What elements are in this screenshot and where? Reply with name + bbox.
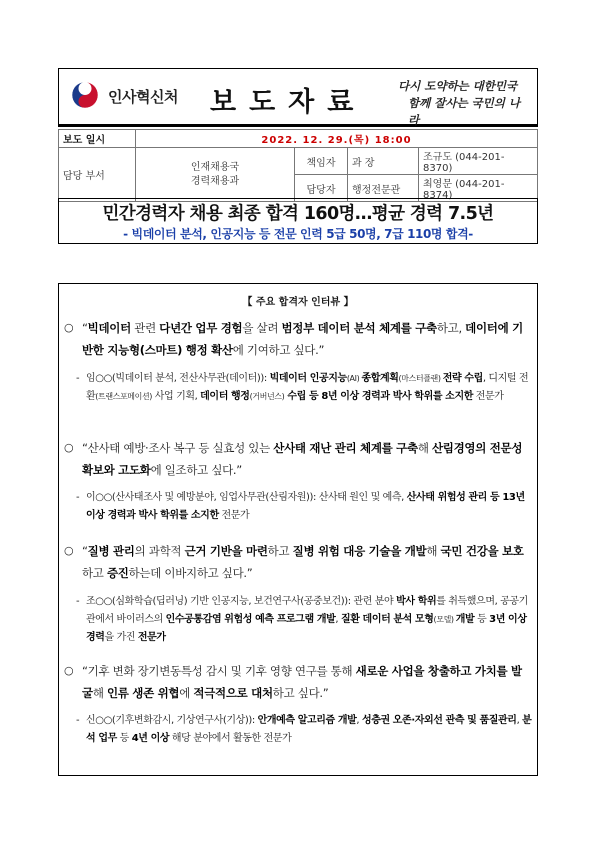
text-run: 4년 이상 xyxy=(131,733,170,744)
text-run: “기후 변화 장기변동특성 감시 및 기후 영향 연구를 통해 xyxy=(82,664,356,678)
profile-text xyxy=(76,593,532,647)
bullet-icon: ○ xyxy=(64,544,74,557)
text-run: 관련 xyxy=(130,321,160,335)
dept-line-2: 경력채용과 xyxy=(190,175,240,187)
text-run: 하고 xyxy=(267,544,293,558)
text-run: 에 일조하고 싶다.” xyxy=(150,463,242,477)
text-run: , xyxy=(516,715,523,726)
text-run: 산사태 재난 관리 체계를 구축 xyxy=(273,441,418,455)
text-run: 해 xyxy=(426,544,441,558)
interviewee-profile: - 임○○(빅데이터 분석, 전산사무관(데이터)): 빅데이터 인공지능(AI) 종합계획(마스터플랜) 전략 수립, 디지털 전환(트랜스포메이션) 사업 기획, 데이터 행정(거버넌스) 수립 등 8년 이상 경력과 박사 학위를 소지한 전문가 xyxy=(76,370,532,406)
text-run: 종합계획 xyxy=(361,373,399,384)
text-run: (마스터플랜) xyxy=(398,374,443,383)
text-run: 인수공통감염 위험성 예측 프로그램 개발 xyxy=(165,614,336,625)
dept-label: 담당 부서 xyxy=(59,148,136,202)
release-label: 보도 일시 xyxy=(59,130,136,148)
text-run: 사업 기획, xyxy=(152,391,201,402)
text-run: 질병 위험 대응 기술을 개발 xyxy=(292,544,427,558)
contact-title: 행정전문관 xyxy=(348,175,419,202)
quote-text xyxy=(64,540,532,584)
doc-title: 보도자료 xyxy=(210,87,367,118)
bullet-icon: ○ xyxy=(64,321,74,334)
text-run: “산사태 예방·조사 복구 등 실효성 있는 xyxy=(82,441,274,455)
profile-text xyxy=(76,370,532,406)
quote-text xyxy=(64,437,532,481)
headline: 민간경력자 채용 최종 합격 160명…평균 경력 7.5년 xyxy=(102,204,494,224)
text-run: 국민 건강을 보호 xyxy=(440,544,524,558)
text-run: 전문가 xyxy=(472,391,504,402)
quote-text xyxy=(64,317,532,361)
text-run: 을 가진 xyxy=(104,632,138,643)
dept-name xyxy=(136,148,295,202)
text-run: (AI) xyxy=(346,374,362,383)
text-run: , xyxy=(335,614,341,625)
interviewee-profile: - 조○○(심화학습(딥러닝) 기반 인공지능, 보건연구사(공중보건)): 관련 분야 박사 학위를 취득했으며, 공공기관에서 바이러스의 인수공통감염 위험성 예측 프로그램 개발, 질환 데이터 분석 모형(모델) 개발 등 3년 이상 경력을 가진 전문가 xyxy=(76,593,532,647)
profile-text xyxy=(76,489,532,525)
text-run: 을 살려 xyxy=(242,321,282,335)
text-run: 해당 분야에서 활동한 전문가 xyxy=(169,733,292,744)
interviewee-profile: - 신○○(기후변화감시, 기상연구사(기상)): 안개예측 알고리즘 개발, 성층권 오존·자외선 관측 및 품질관리, 분석 업무 등 4년 이상 해당 분야에서 활동한 전문가 xyxy=(76,712,532,748)
text-run: 산사태 위험성 관리 등 13년 이상 경력과 박사 학위를 소지한 xyxy=(86,492,525,521)
section-title: 【 주요 합격자 인터뷰 】 xyxy=(242,297,354,308)
text-run: 해 xyxy=(417,441,432,455)
interview-quote xyxy=(64,317,532,361)
text-run: 하고, xyxy=(436,321,466,335)
text-run: 증진 xyxy=(106,566,129,580)
text-run: 3년 이상 경력 xyxy=(86,614,527,643)
text-run: 전문가 xyxy=(137,632,166,643)
interview-quote xyxy=(64,540,532,584)
text-run: 안개예측 알고리즘 개발 xyxy=(257,715,357,726)
text-run: 등 xyxy=(474,614,490,625)
bullet-icon: ○ xyxy=(64,664,74,677)
org-name: 인사혁신처 xyxy=(108,88,178,106)
text-run: 적극적으로 대처 xyxy=(193,686,273,700)
contact-role: 담당자 xyxy=(295,175,348,202)
slogan-line-1: 다시 도약하는 대한민국 xyxy=(398,79,518,93)
text-run: 에 xyxy=(179,686,194,700)
text-run: 신○○(기후변화감시, 기상연구사(기상)): xyxy=(86,715,258,726)
release-date: 2022. 12. 29.(목) 18:00 xyxy=(136,130,538,148)
text-run: 에 기여하고 싶다.” xyxy=(232,343,325,357)
text-run: 의 과학적 xyxy=(134,544,185,558)
text-run: 다년간 업무 경험 xyxy=(159,321,243,335)
text-run: 범정부 데이터 분석 체계를 구축 xyxy=(281,321,437,335)
text-run: 데이터 행정 xyxy=(200,391,250,402)
text-run: 빅데이터 인공지능 xyxy=(269,373,347,384)
subheadline: - 빅데이터 분석, 인공지능 등 전문 인력 5급 50명, 7급 110명 합격- xyxy=(123,227,473,241)
text-run: “ xyxy=(82,321,88,335)
text-run: 전문가 xyxy=(218,510,250,521)
bullet-icon: ○ xyxy=(64,441,74,454)
interviewee-profile: - 이○○(산사태조사 및 예방분야, 임업사무관(산림자원)): 산사태 원인 및 예측, 산사태 위험성 관리 등 13년 이상 경력과 박사 학위를 소지한 전문가 xyxy=(76,489,532,525)
taegeuk-logo-icon xyxy=(70,80,100,110)
text-run: 분석 업무 xyxy=(86,715,532,744)
text-run: 새로운 사업을 창출하고 가치를 발굴 xyxy=(82,664,522,700)
text-run: “ xyxy=(82,544,88,558)
text-run: 임○○(빅데이터 분석, 전산사무관(데이터)): xyxy=(86,373,270,384)
text-run: 전략 수립 xyxy=(442,373,483,384)
text-run: 등 xyxy=(116,733,132,744)
text-run: 해 xyxy=(92,686,107,700)
text-run: 이○○(산사태조사 및 예방분야, 임업사무관(산림자원)): 산사태 원인 및 예측, xyxy=(86,492,407,503)
interview-quote xyxy=(64,437,532,481)
text-run: , 디지털 전환 xyxy=(86,373,529,402)
quote-text xyxy=(64,660,532,704)
release-info-table xyxy=(58,129,538,202)
text-run: 데이터에 기반한 지능형(스마트) 행정 확산 xyxy=(82,321,523,357)
text-run: 산림경영의 전문성 확보와 고도화 xyxy=(82,441,523,477)
text-run: 근거 기반을 마련 xyxy=(184,544,268,558)
text-run: 조○○(심화학습(딥러닝) 기반 인공지능, 보건연구사(공중보건)): 관련 분야 xyxy=(86,596,397,607)
contact-info: 최영문 (044-201-8374) xyxy=(419,175,538,202)
text-run: 박사 학위 xyxy=(396,596,437,607)
text-run: 인류 생존 위협 xyxy=(106,686,180,700)
slogan-line-2: 함께 잘사는 국민의 나라 xyxy=(408,96,520,127)
slogan xyxy=(398,78,528,129)
text-run: 개발 xyxy=(455,614,475,625)
text-run: 수립 등 8년 이상 경력과 박사 학위를 소지한 xyxy=(284,391,473,402)
text-run: 질병 관리 xyxy=(87,544,135,558)
text-run: (모델) xyxy=(433,615,456,624)
text-run: 하고 싶다.” xyxy=(272,686,329,700)
profile-text xyxy=(76,712,532,748)
text-run: 성층권 오존·자외선 관측 및 품질관리 xyxy=(361,715,517,726)
text-run: 질환 데이터 분석 모형 xyxy=(340,614,434,625)
text-run: 하는데 이바지하고 싶다.” xyxy=(128,566,253,580)
contact-info: 조규도 (044-201-8370) xyxy=(419,148,538,175)
contact-role: 책임자 xyxy=(295,148,348,175)
text-run: (거버넌스) xyxy=(249,392,285,401)
dept-line-1: 인재채용국 xyxy=(190,161,240,173)
text-run: 빅데이터 xyxy=(87,321,131,335)
interview-quote xyxy=(64,660,532,704)
contact-title: 과 장 xyxy=(348,148,419,175)
text-run: , xyxy=(356,715,362,726)
text-run: (트랜스포메이션) xyxy=(95,392,153,401)
text-run: 하고 xyxy=(82,566,107,580)
text-run: 를 취득했으며, 공공기관에서 바이러스의 xyxy=(86,596,528,625)
